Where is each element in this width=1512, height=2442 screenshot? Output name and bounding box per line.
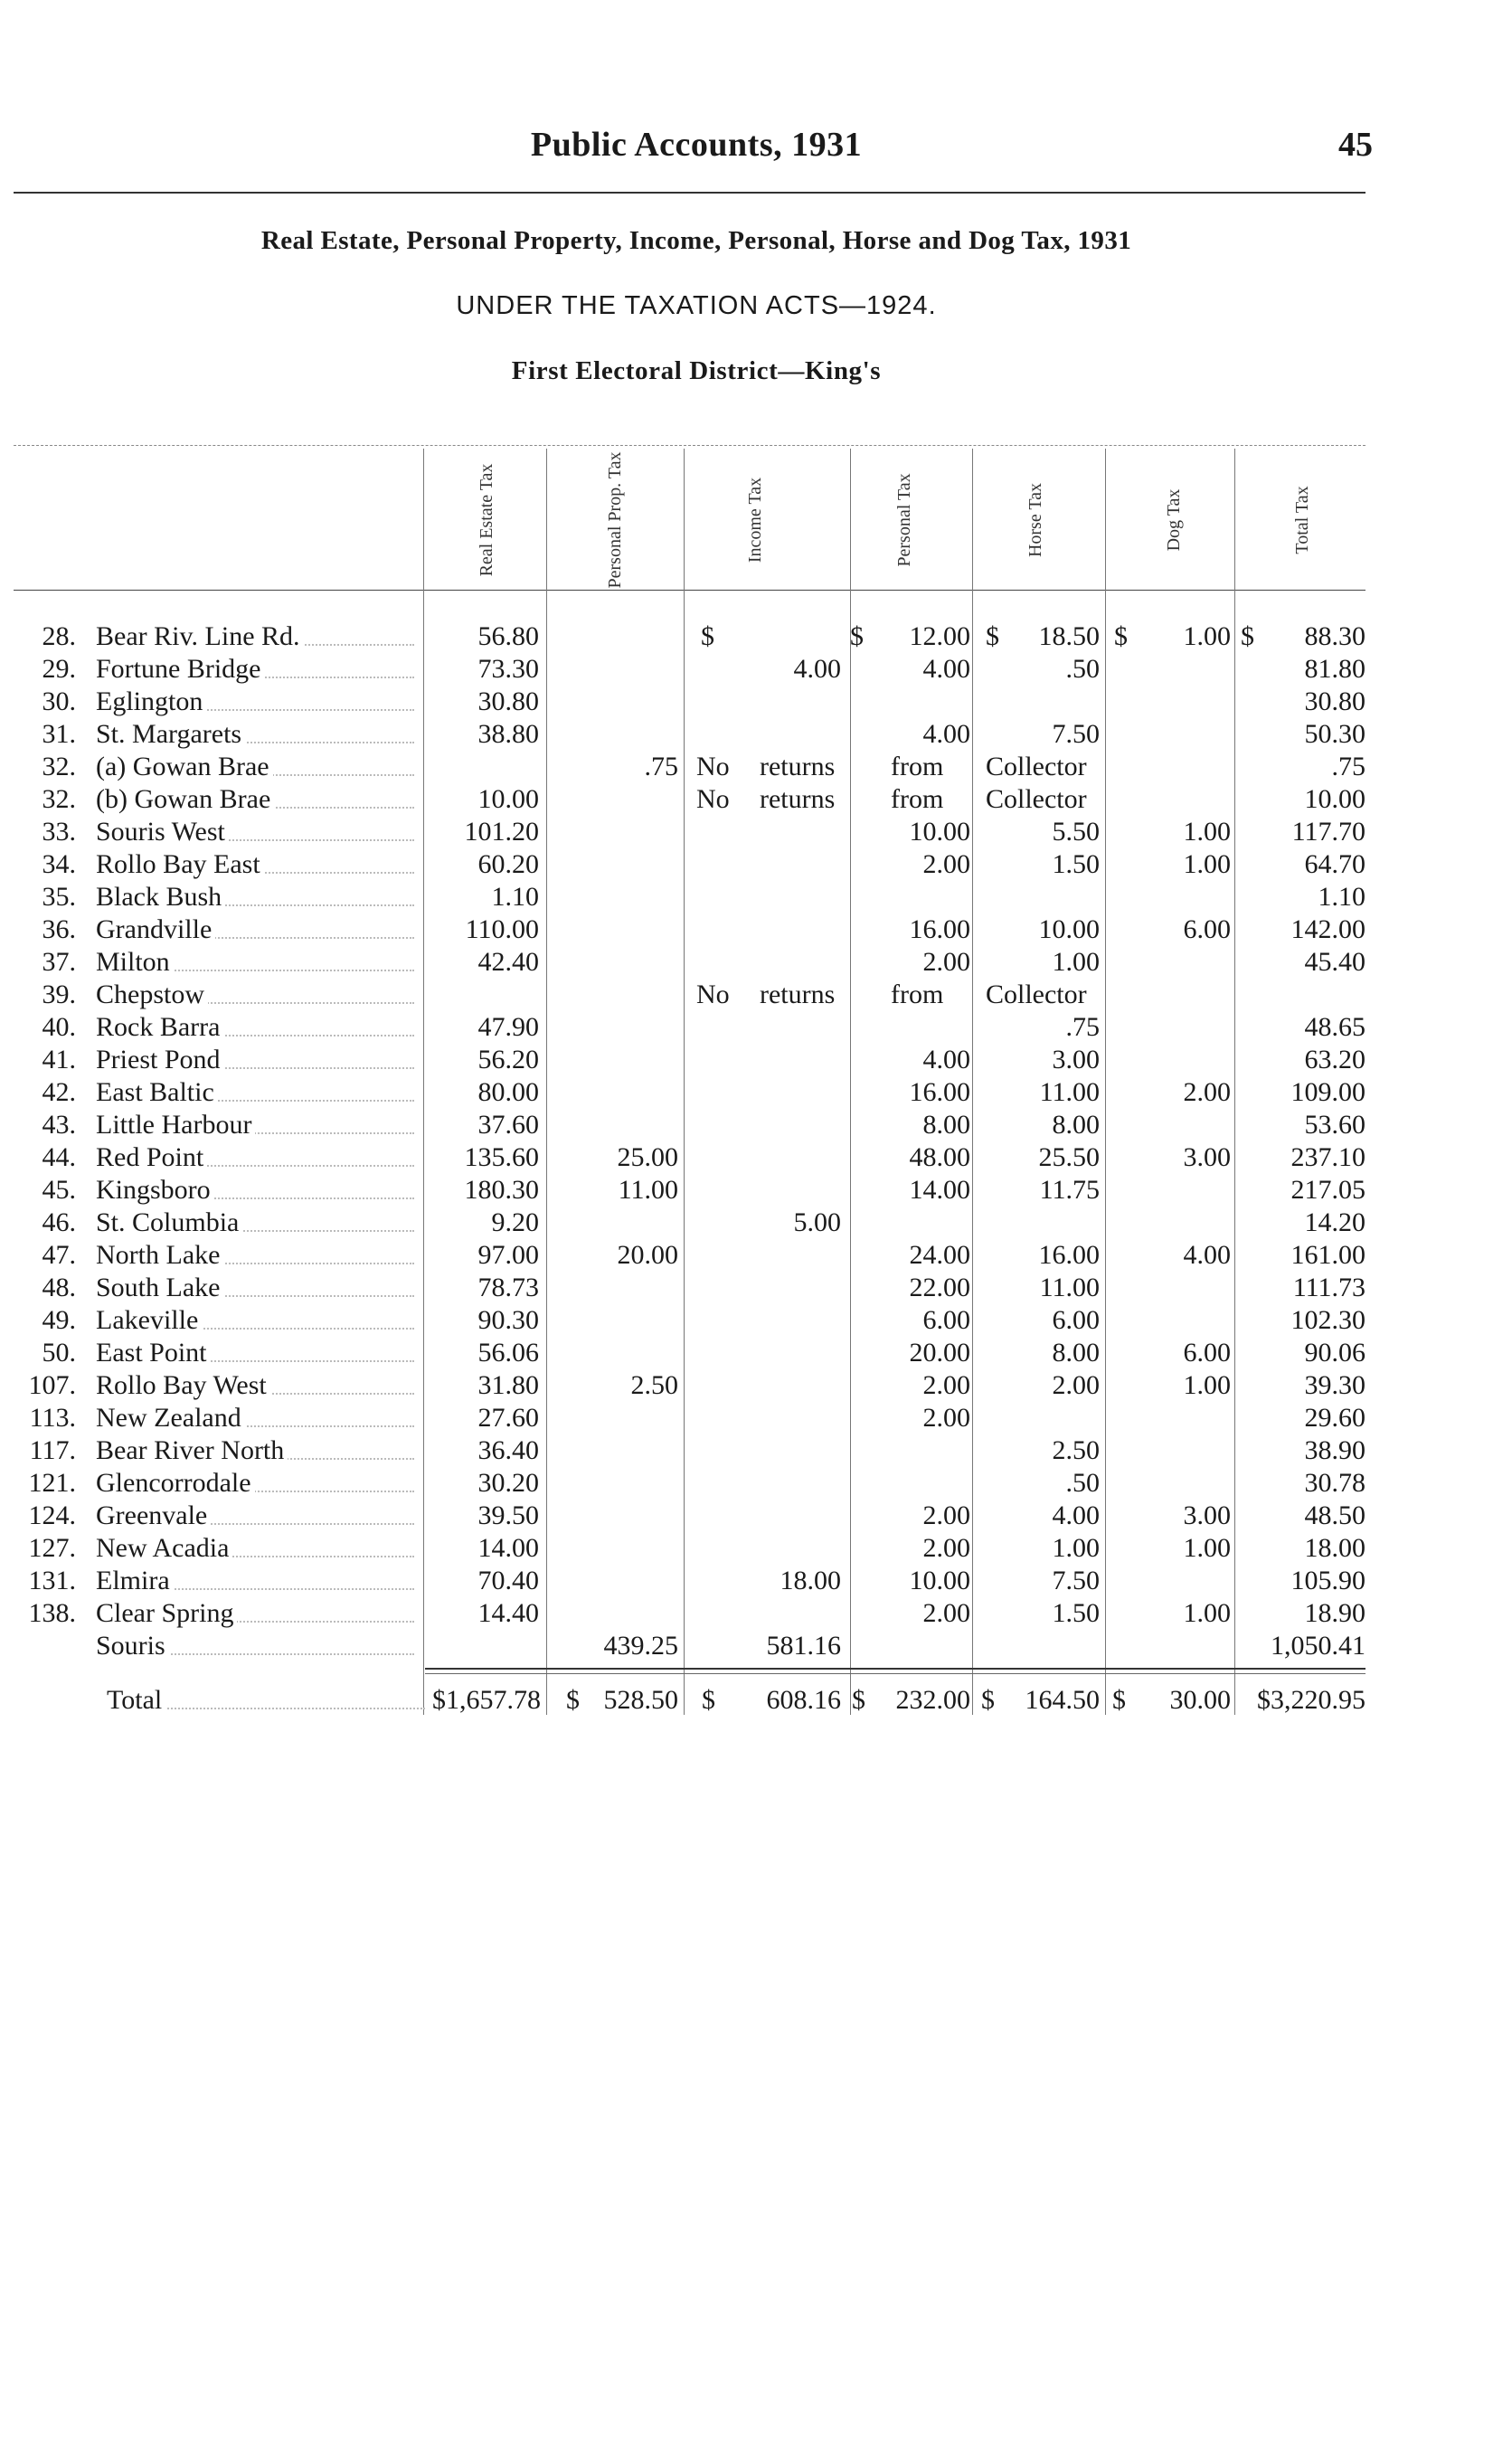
personal-value: 4.00 [922,654,970,684]
dollar-sign: $ [566,1685,580,1715]
table-row [0,1207,1512,1239]
table-row [0,979,1512,1011]
table-row [0,881,1512,913]
total-personal-prop: 528.50 [603,1685,678,1715]
dog-value: 3.00 [1183,1142,1231,1172]
personal-prop-value: 25.00 [617,1142,678,1172]
total-value: 1.10 [1318,882,1366,912]
total-value: 45.40 [1304,947,1366,977]
district-name: New Acadia [96,1532,421,1565]
total-value: 18.90 [1304,1598,1366,1628]
district-name: (b) Gowan Brae [96,783,421,816]
district-name: Bear Riv. Line Rd. [96,620,421,653]
personal-value: 2.00 [922,1598,970,1628]
horse-value: 10.00 [1038,914,1100,944]
table-row [0,913,1512,946]
table-row [0,946,1512,979]
horse-value: 1.50 [1052,1598,1100,1628]
district-number: 113. [29,1403,76,1433]
total-value: 18.00 [1304,1533,1366,1563]
real-estate-value: 97.00 [477,1240,539,1270]
horse-value: 1.00 [1052,1533,1100,1563]
real-estate-value: 30.80 [477,686,539,716]
horse-value: 7.50 [1052,1566,1100,1595]
personal-value: 2.00 [922,1500,970,1530]
dollar-sign: $ [850,621,864,651]
table-row [0,1532,1512,1565]
district-number: 107. [28,1370,76,1400]
table-row [0,1500,1512,1532]
total-horse: 164.50 [1025,1685,1100,1715]
total-value: 117.70 [1291,817,1366,847]
real-estate-value: 90.30 [477,1305,539,1335]
header-rule [14,192,1366,194]
personal-value: 4.00 [922,719,970,749]
district-number: 46. [42,1207,76,1237]
total-value: 64.70 [1304,849,1366,879]
table-row [0,1597,1512,1630]
horse-value: 11.00 [1039,1273,1100,1302]
col-total-header-label: Total Tax [1292,486,1312,554]
horse-value: 11.75 [1039,1175,1100,1205]
dog-value: 1.00 [1183,817,1231,847]
dollar-sign: $ [702,1685,715,1715]
district-number: 31. [42,719,76,749]
real-estate-value: 39.50 [477,1500,539,1530]
district-number: 33. [42,817,76,847]
district-number: 34. [42,849,76,879]
real-estate-value: 14.40 [477,1598,539,1628]
table-row [0,1044,1512,1076]
district-name: Souris [96,1630,421,1662]
dog-value: 1.00 [1183,1598,1231,1628]
district-number: 30. [42,686,76,716]
dog-value: 6.00 [1183,914,1231,944]
table-row [0,1369,1512,1402]
total-value: 81.80 [1304,654,1366,684]
real-estate-value: 135.60 [464,1142,539,1172]
total-value: 53.60 [1304,1110,1366,1140]
table-row [0,653,1512,686]
col-personal-prop-header-label: Personal Prop. Tax [605,451,625,589]
table-row [0,816,1512,848]
no-returns-word: No [696,784,730,814]
district-number: 37. [42,947,76,977]
horse-value: .50 [1065,1468,1100,1498]
district-name: St. Columbia [96,1207,421,1239]
total-row [0,1684,1512,1717]
total-value: 14.20 [1304,1207,1366,1237]
district-name: Little Harbour [96,1109,421,1141]
personal-value: 2.00 [922,1370,970,1400]
district-number: 121. [28,1468,76,1498]
real-estate-value: 14.00 [477,1533,539,1563]
col-income-header [737,452,773,588]
total-value: 48.50 [1304,1500,1366,1530]
district-number: 36. [42,914,76,944]
income-value: 18.00 [780,1566,841,1595]
personal-value: 10.00 [909,1566,970,1595]
table-row [0,1434,1512,1467]
horse-value: .50 [1065,654,1100,684]
district-name: East Point [96,1337,421,1369]
district-number: 131. [28,1566,76,1595]
col-horse-header [1017,452,1054,588]
col-horse-header-label: Horse Tax [1025,482,1045,558]
district-number: 32. [42,752,76,781]
table-row [0,1076,1512,1109]
total-rule-secondary [425,1673,1366,1674]
district-name: (a) Gowan Brae [96,751,421,783]
table-row [0,1011,1512,1044]
real-estate-value: 78.73 [477,1273,539,1302]
horse-value: 1.50 [1052,849,1100,879]
horse-value: 5.50 [1052,817,1100,847]
total-value: 30.78 [1304,1468,1366,1498]
total-label: Total [107,1684,432,1717]
district-number: 42. [42,1077,76,1107]
total-value: 217.05 [1290,1175,1366,1205]
table-row [0,1630,1512,1662]
table-row [0,1565,1512,1597]
table-row [0,1467,1512,1500]
horse-value: 2.00 [1052,1370,1100,1400]
total-value: .75 [1331,752,1366,781]
district-name: South Lake [96,1272,421,1304]
personal-value: 4.00 [922,1045,970,1074]
no-returns-word: returns [760,752,836,781]
real-estate-value: 31.80 [477,1370,539,1400]
horse-value: 7.50 [1052,719,1100,749]
real-estate-value: 180.30 [464,1175,539,1205]
table-row [0,686,1512,718]
col-personal-header [886,452,922,588]
col-personal-header-label: Personal Tax [894,473,914,567]
district-number: 49. [42,1305,76,1335]
district-name: East Baltic [96,1076,421,1109]
no-returns-word: returns [760,784,836,814]
total-real-estate: $1,657.78 [432,1685,541,1715]
horse-value: 11.00 [1039,1077,1100,1107]
district-number: 50. [42,1338,76,1368]
real-estate-value: 60.20 [477,849,539,879]
horse-value: 3.00 [1052,1045,1100,1074]
personal-value: 16.00 [909,914,970,944]
col-real-estate-header [468,452,505,588]
real-estate-value: 101.20 [464,817,539,847]
table-row [0,848,1512,881]
dollar-sign: $ [981,1685,995,1715]
table-row [0,1272,1512,1304]
dollar-sign: $ [1114,621,1128,651]
horse-value: 8.00 [1052,1110,1100,1140]
table-row [0,718,1512,751]
personal-value: 2.00 [922,849,970,879]
district-number: 45. [42,1175,76,1205]
real-estate-value: 37.60 [477,1110,539,1140]
district-name: Elmira [96,1565,421,1597]
personal-value: 20.00 [909,1338,970,1368]
district-name: St. Margarets [96,718,421,751]
income-value: 4.00 [793,654,841,684]
dollar-sign: $ [986,621,999,651]
personal-prop-value: 20.00 [617,1240,678,1270]
total-value: 1,050.41 [1271,1631,1366,1661]
table-row [0,1402,1512,1434]
total-value: 48.65 [1304,1012,1366,1042]
district-name: Eglington [96,686,421,718]
district-heading: First Electoral District—King's [511,356,882,385]
dollar-sign: $ [701,621,714,651]
dog-value: 4.00 [1183,1240,1231,1270]
personal-value: 22.00 [909,1273,970,1302]
real-estate-value: 1.10 [491,882,539,912]
total-value: 39.30 [1304,1370,1366,1400]
district-name: Kingsboro [96,1174,421,1207]
district-name: Souris West [96,816,421,848]
dog-value: 3.00 [1183,1500,1231,1530]
no-returns-word: Collector [986,752,1087,781]
district-name: Red Point [96,1141,421,1174]
horse-value: 16.00 [1038,1240,1100,1270]
no-returns-word: No [696,752,730,781]
no-returns-word: Collector [986,784,1087,814]
district-number: 48. [42,1273,76,1302]
dog-value: 2.00 [1183,1077,1231,1107]
col-income-header-label: Income Tax [745,477,765,563]
table-row [0,1304,1512,1337]
district-name: Black Bush [96,881,421,913]
real-estate-value: 110.00 [465,914,539,944]
district-number: 117. [29,1435,76,1465]
no-returns-word: from [891,784,944,814]
real-estate-value: 9.20 [491,1207,539,1237]
total-value: 29.60 [1304,1403,1366,1433]
real-estate-value: 42.40 [477,947,539,977]
no-returns-word: from [891,752,944,781]
real-estate-value: 73.30 [477,654,539,684]
total-personal: 232.00 [895,1685,970,1715]
total-dog: 30.00 [1169,1685,1231,1715]
no-returns-word: Collector [986,980,1087,1009]
district-number: 41. [42,1045,76,1074]
district-name: Grandville [96,913,421,946]
personal-prop-value: 2.50 [630,1370,678,1400]
real-estate-value: 56.80 [477,621,539,651]
total-total: $3,220.95 [1257,1685,1366,1715]
personal-value: 2.00 [922,1533,970,1563]
page-title: Public Accounts, 1931 [530,126,863,164]
personal-prop-value: 439.25 [603,1631,678,1661]
district-name: Priest Pond [96,1044,421,1076]
district-name: Chepstow [96,979,421,1011]
dog-value: 6.00 [1183,1338,1231,1368]
total-value: 161.00 [1290,1240,1366,1270]
real-estate-value: 80.00 [477,1077,539,1107]
personal-value: 12.00 [909,621,970,651]
real-estate-value: 70.40 [477,1566,539,1595]
personal-prop-value: .75 [644,752,678,781]
district-name: Fortune Bridge [96,653,421,686]
district-number: 39. [42,980,76,1009]
table-row [0,1239,1512,1272]
no-returns-word: returns [760,980,836,1009]
real-estate-value: 38.80 [477,719,539,749]
col-dog-header-label: Dog Tax [1164,488,1184,552]
horse-value: 8.00 [1052,1338,1100,1368]
horse-value: 4.00 [1052,1500,1100,1530]
real-estate-value: 56.06 [477,1338,539,1368]
total-value: 109.00 [1290,1077,1366,1107]
personal-value: 16.00 [909,1077,970,1107]
district-number: 127. [28,1533,76,1563]
total-value: 111.73 [1292,1273,1366,1302]
real-estate-value: 36.40 [477,1435,539,1465]
total-value: 105.90 [1290,1566,1366,1595]
col-total-header [1284,452,1320,588]
personal-value: 14.00 [909,1175,970,1205]
district-number: 32. [42,784,76,814]
district-name: New Zealand [96,1402,421,1434]
table-top-rule [14,445,1366,446]
total-value: 88.30 [1304,621,1366,651]
table-row [0,1109,1512,1141]
dollar-sign: $ [852,1685,865,1715]
table-row [0,620,1512,653]
district-name: North Lake [96,1239,421,1272]
personal-value: 24.00 [909,1240,970,1270]
total-value: 102.30 [1290,1305,1366,1335]
income-value: 581.16 [766,1631,841,1661]
dollar-sign: $ [1112,1685,1126,1715]
district-name: Lakeville [96,1304,421,1337]
district-number: 124. [28,1500,76,1530]
col-real-estate-header-label: Real Estate Tax [477,463,496,577]
personal-value: 2.00 [922,947,970,977]
district-name: Glencorrodale [96,1467,421,1500]
page-header [0,125,1512,179]
total-income: 608.16 [766,1685,841,1715]
personal-prop-value: 11.00 [618,1175,678,1205]
dog-value: 1.00 [1183,621,1231,651]
horse-value: 25.50 [1038,1142,1100,1172]
total-value: 63.20 [1304,1045,1366,1074]
dog-value: 1.00 [1183,1533,1231,1563]
col-dog-header [1156,452,1192,588]
table-row [0,1141,1512,1174]
horse-value: 18.50 [1038,621,1100,651]
total-value: 10.00 [1304,784,1366,814]
district-name: Bear River North [96,1434,421,1467]
total-value: 237.10 [1290,1142,1366,1172]
personal-value: 6.00 [922,1305,970,1335]
district-number: 44. [42,1142,76,1172]
table-row [0,783,1512,816]
horse-value: 1.00 [1052,947,1100,977]
district-number: 28. [42,621,76,651]
personal-value: 10.00 [909,817,970,847]
district-number: 47. [42,1240,76,1270]
district-name: Milton [96,946,421,979]
real-estate-value: 27.60 [477,1403,539,1433]
horse-value: 2.50 [1052,1435,1100,1465]
col-personal-prop-header [597,452,633,588]
horse-value: .75 [1065,1012,1100,1042]
total-rule [425,1668,1366,1670]
total-value: 38.90 [1304,1435,1366,1465]
personal-value: 8.00 [922,1110,970,1140]
district-name: Greenvale [96,1500,421,1532]
district-number: 35. [42,882,76,912]
district-number: 43. [42,1110,76,1140]
no-returns-word: from [891,980,944,1009]
income-value: 5.00 [793,1207,841,1237]
district-name: Clear Spring [96,1597,421,1630]
act-heading: UNDER THE TAXATION ACTS—1924. [456,291,937,320]
dog-value: 1.00 [1183,849,1231,879]
real-estate-value: 10.00 [477,784,539,814]
total-value: 142.00 [1290,914,1366,944]
district-name: Rollo Bay West [96,1369,421,1402]
real-estate-value: 56.20 [477,1045,539,1074]
page-number: 45 [1338,126,1373,164]
personal-value: 2.00 [922,1403,970,1433]
table-row [0,1174,1512,1207]
horse-value: 6.00 [1052,1305,1100,1335]
district-number: 29. [42,654,76,684]
total-value: 90.06 [1304,1338,1366,1368]
real-estate-value: 30.20 [477,1468,539,1498]
table-subtitle: Real Estate, Personal Property, Income, Personal, Horse and Dog Tax, 1931 [260,226,1132,255]
district-number: 138. [28,1598,76,1628]
dollar-sign: $ [1241,621,1254,651]
district-name: Rollo Bay East [96,848,421,881]
table-row [0,1337,1512,1369]
real-estate-value: 47.90 [477,1012,539,1042]
total-value: 50.30 [1304,719,1366,749]
total-value: 30.80 [1304,686,1366,716]
dog-value: 1.00 [1183,1370,1231,1400]
table-row [0,751,1512,783]
no-returns-word: No [696,980,730,1009]
district-name: Rock Barra [96,1011,421,1044]
table-head-rule [14,590,1366,591]
district-number: 40. [42,1012,76,1042]
personal-value: 48.00 [909,1142,970,1172]
